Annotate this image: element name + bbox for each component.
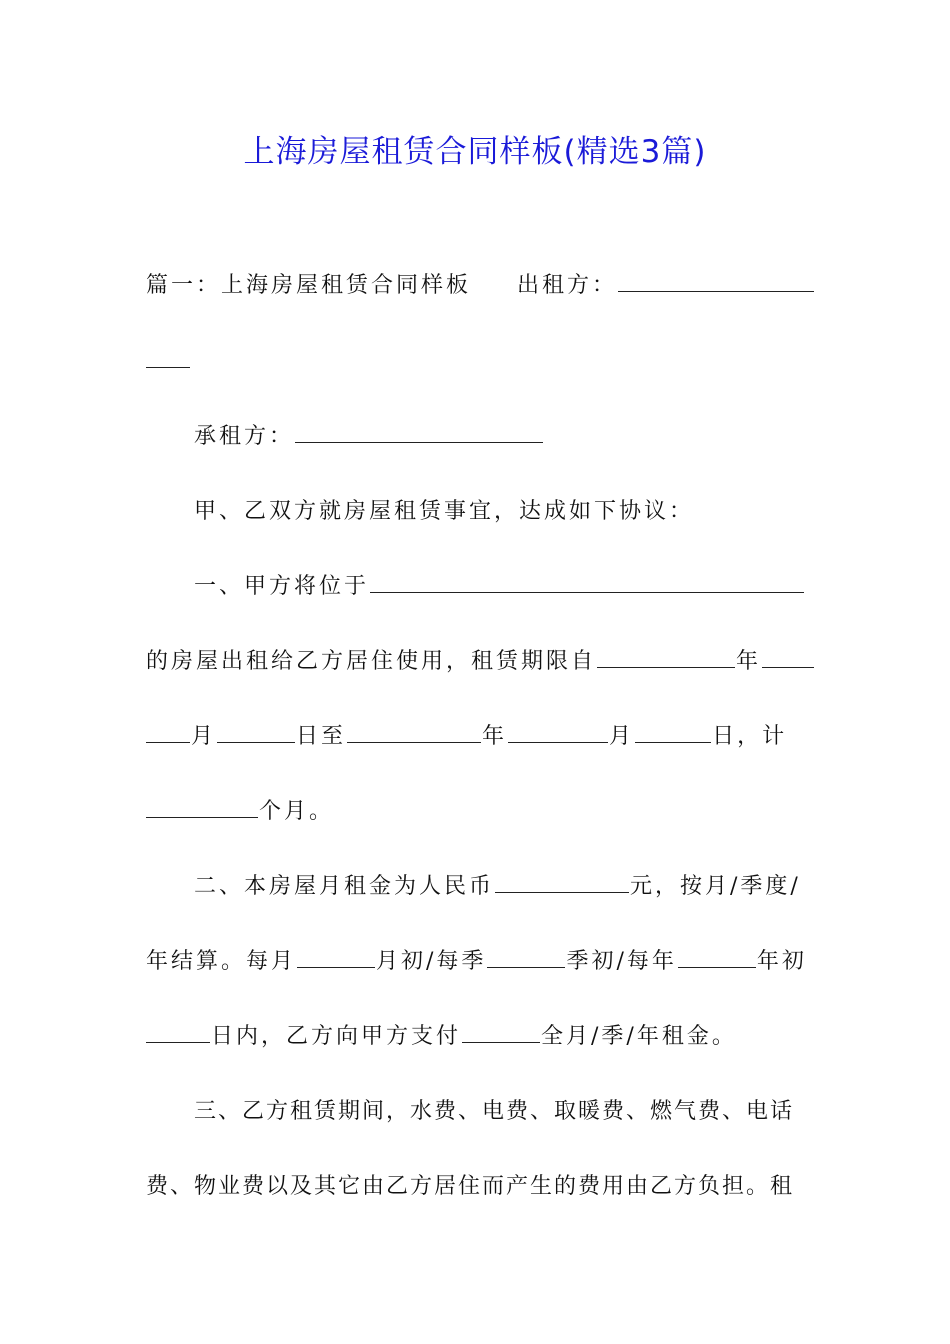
quarterly-blank xyxy=(487,947,565,968)
end-year-blank xyxy=(347,722,481,743)
monthly-blank xyxy=(297,947,375,968)
end-month-blank xyxy=(508,722,608,743)
rent-amount-blank xyxy=(495,872,629,893)
lessor-label: 出租方： xyxy=(517,273,618,298)
lessor-blank-continued xyxy=(146,347,190,368)
clause1-line1 xyxy=(194,572,806,602)
end-day-blank xyxy=(635,722,711,743)
start-year-blank xyxy=(597,647,735,668)
payment-amount-blank xyxy=(462,1022,540,1043)
lessee-blank xyxy=(295,422,543,443)
day-count-label: 日，计 xyxy=(712,724,788,749)
lessee-line xyxy=(194,422,806,452)
clause2-line3 xyxy=(146,1022,806,1052)
lessor-blank-continued-line xyxy=(146,347,806,377)
start-month-blank-a xyxy=(762,647,814,668)
clause2-text-2a: 年结算。每月 xyxy=(146,949,297,974)
start-day-blank xyxy=(217,722,295,743)
clause1-line3 xyxy=(146,722,806,752)
clause1-line2 xyxy=(146,647,806,677)
clause3-line1: 三、乙方租赁期间，水费、电费、取暖费、燃气费、电话 xyxy=(194,1099,795,1124)
clause2-text: 二、本房屋月租金为人民币 xyxy=(194,874,495,899)
year-label: 年 xyxy=(736,649,762,674)
chapter-heading: 篇一：上海房屋租赁合同样板 xyxy=(146,273,472,298)
clause1-line4 xyxy=(146,797,806,827)
lessee-label: 承租方： xyxy=(194,424,295,449)
clause2-line2 xyxy=(146,947,806,977)
yearly-blank xyxy=(678,947,756,968)
end-month-label: 月 xyxy=(609,724,635,749)
clause2-text-end: 元，按月/季度/ xyxy=(630,874,801,899)
day-to-label: 日至 xyxy=(296,724,347,749)
clause2-text-2d: 年初 xyxy=(756,949,807,974)
clause2-line1 xyxy=(194,872,806,902)
months-count-blank xyxy=(146,797,258,818)
end-year-label: 年 xyxy=(482,724,508,749)
payment-days-blank xyxy=(146,1022,210,1043)
clause2-text-3a: 日内，乙方向甲方支付 xyxy=(211,1024,462,1049)
month-label: 月 xyxy=(191,724,217,749)
address-blank xyxy=(370,572,804,593)
clause2-text-3b: 全月/季/年租金。 xyxy=(541,1024,737,1049)
intro-paragraph: 甲、乙双方就房屋租赁事宜，达成如下协议： xyxy=(194,499,695,524)
lessor-blank xyxy=(618,271,814,292)
clause1-text: 一、甲方将位于 xyxy=(194,574,370,599)
clause1-text-2: 的房屋出租给乙方居住使用，租赁期限自 xyxy=(146,649,597,674)
months-suffix: 个月。 xyxy=(259,799,335,824)
clause2-text-2b: 月初/每季 xyxy=(376,949,487,974)
document-title: 上海房屋租赁合同样板(精选3篇) xyxy=(243,134,707,170)
chapter-lessor-line xyxy=(146,271,806,301)
clause3-line2: 费、物业费以及其它由乙方居住而产生的费用由乙方负担。租 xyxy=(146,1174,795,1199)
start-month-blank-b xyxy=(146,722,190,743)
clause2-text-2c: 季初/每年 xyxy=(566,949,677,974)
